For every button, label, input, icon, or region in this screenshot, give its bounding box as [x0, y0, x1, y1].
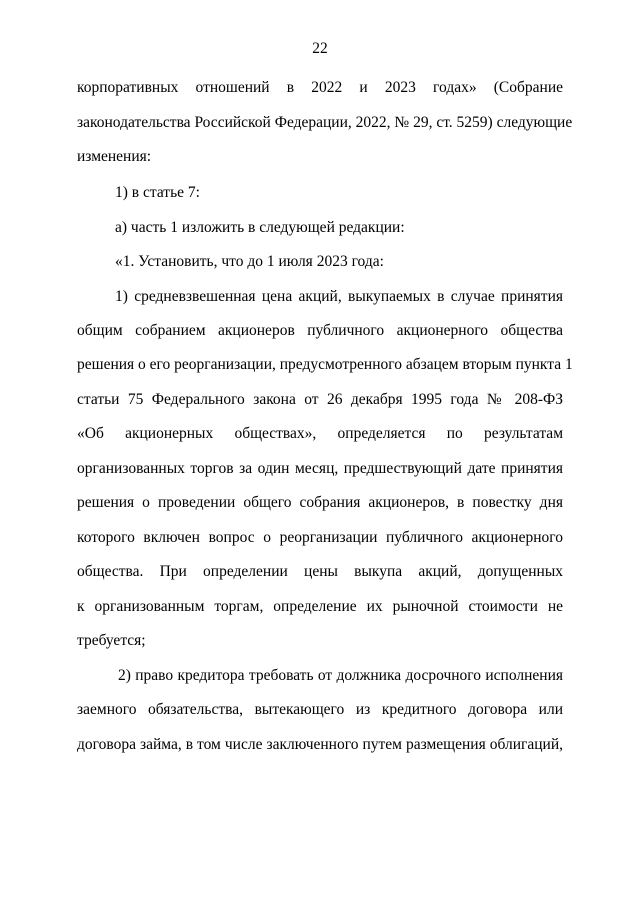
- page-number: 22: [312, 40, 328, 57]
- text-line: 1) в статье 7:: [115, 184, 200, 201]
- text-line: которого включен вопрос о реорганизации публичного акционерного: [77, 529, 563, 546]
- text-line: 2) право кредитора требовать от должника досрочного исполнения: [118, 667, 563, 684]
- text-line: общества. При определении цены выкупа акций, допущенных: [77, 563, 563, 580]
- text-line: договора займа, в том числе заключенного путем размещения облигаций,: [77, 736, 563, 753]
- text-line: общим собранием акционеров публичного акционерного общества: [77, 322, 563, 339]
- text-line: «Об акционерных обществах», определяется по результатам: [77, 425, 563, 442]
- text-line: 1) средневзвешенная цена акций, выкупаемых в случае принятия: [115, 288, 563, 305]
- text-line: а) часть 1 изложить в следующей редакции:: [115, 219, 405, 236]
- text-line: решения о его реорганизации, предусмотренного абзацем вторым пункта 1: [77, 356, 573, 373]
- text-line: корпоративных отношений в 2022 и 2023 годах» (Собрание: [77, 79, 563, 96]
- text-line: статьи 75 Федерального закона от 26 декабря 1995 года № 208-ФЗ: [77, 391, 563, 408]
- text-line: изменения:: [77, 148, 152, 165]
- text-line: «1. Установить, что до 1 июля 2023 года:: [115, 253, 384, 270]
- text-line: организованных торгов за один месяц, предшествующий дате принятия: [77, 460, 563, 477]
- text-line: законодательства Российской Федерации, 2022, № 29, ст. 5259) следующие: [77, 114, 573, 131]
- text-line: к организованным торгам, определение их рыночной стоимости не: [77, 598, 563, 615]
- text-line: заемного обязательства, вытекающего из кредитного договора или: [77, 701, 563, 718]
- text-line: решения о проведении общего собрания акционеров, в повестку дня: [77, 494, 563, 511]
- text-line: требуется;: [77, 632, 146, 649]
